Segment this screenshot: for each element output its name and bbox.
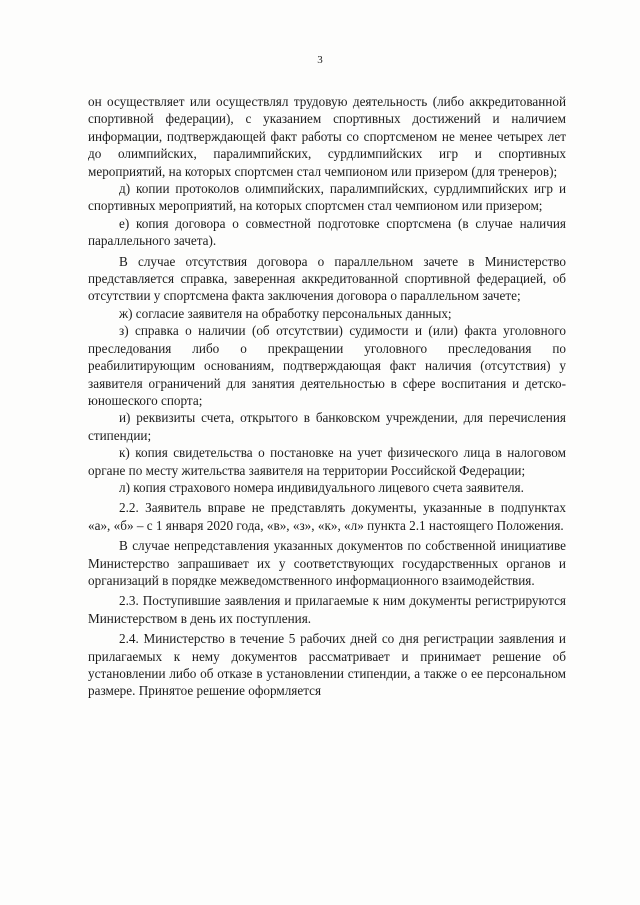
- paragraph-non-submission: В случае непредставления указанных документов по собственной инициативе Министерство запрашивает их у соответствующих государственных органов и организаций в порядке межведомственного информационного взаимодействия.: [88, 538, 566, 588]
- paragraph-section-2-4: 2.4. Министерство в течение 5 рабочих дней со дня регистрации заявления и прилагаемых к нему документов рассматривает и принимает решение об установлении либо об отказе в установлении стипендии, а также о ее персональном размере. Принятое решение оформляется: [88, 631, 566, 699]
- paragraph-item-k: к) копия свидетельства о постановке на учет физического лица в налоговом органе по месту жительства заявителя на территории Российской Федерации;: [88, 445, 566, 478]
- paragraph-item-zh: ж) согласие заявителя на обработку персональных данных;: [119, 305, 452, 321]
- paragraph-trainer-certificate: он осуществляет или осуществлял трудовую деятельность (либо аккредитованной спортивной федерации), с указанием спортивных достижений и наличием информации, подтверждающей факт работы со спортсменом не менее четырех лет до олимпийских, паралимпийских, сурдлимпийских игр и спортивных мероприятий, на которых спортсмен стал чемпионом или призером (для тренеров);: [88, 94, 566, 179]
- paragraph-item-l: л) копия страхового номера индивидуального лицевого счета заявителя.: [119, 479, 524, 495]
- document-body: [88, 93, 566, 700]
- page-number: 3: [317, 54, 323, 66]
- paragraph-item-d: д) копии протоколов олимпийских, паралимпийских, сурдлимпийских игр и спортивных мероприятий, на которых спортсмен стал чемпионом или призером;: [88, 181, 566, 214]
- paragraph-section-2-3: 2.3. Поступившие заявления и прилагаемые к ним документы регистрируются Министерством в день их поступления.: [88, 593, 566, 626]
- paragraph-item-e: е) копия договора о совместной подготовке спортсмена (в случае наличия параллельного зачета).: [88, 215, 566, 249]
- paragraph-parallel-credit: В случае отсутствия договора о параллельном зачете в Министерство представляется справка, заверенная аккредитованной спортивной федерацией, об отсутствии у спортсмена факта заключения договора о параллельном зачете;: [88, 253, 566, 304]
- paragraph-section-2-2: 2.2. Заявитель вправе не представлять документы, указанные в подпунктах «а», «б» – с 1 января 2020 года, «в», «з», «к», «л» пункта 2.1 настоящего Положения.: [88, 500, 566, 533]
- paragraph-item-z: з) справка о наличии (об отсутствии) судимости и (или) факта уголовного преследования либо о прекращении уголовного преследования по реабилитирующим основаниям, подтверждающая факт наличия (отсутствия) у заявителя ограничений для занятия деятельностью в сфере воспитания и детско-юношеского спорта;: [88, 323, 566, 408]
- paragraph-item-i: и) реквизиты счета, открытого в банковском учреждении, для перечисления стипендии;: [88, 410, 566, 443]
